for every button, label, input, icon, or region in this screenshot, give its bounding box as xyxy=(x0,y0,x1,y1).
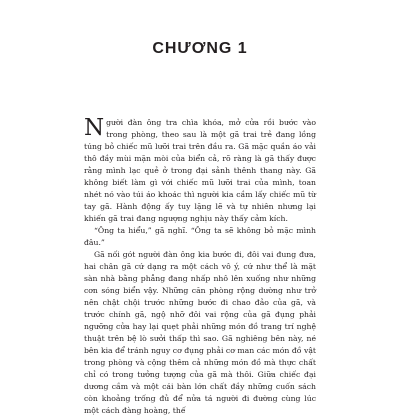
paragraph-3: Gã nối gót người đàn ông kia bước đi, đôi vai đung đưa, hai chân gã cứ dạng ra một cách vô ý, cứ như thể là mặt sàn nhà bằng phẳng đang nhấp nhô lên xuống như những cơn sóng biển vậy. Những căn phòng rộng dường như trở nên chật chội trước những bước đi chao đảo của gã, và trước chính gã, ngộ nhỡ đôi vai rộng của gã đụng phải ngưỡng cửa hay lại quẹt phải những món đồ trang trí nghệ thuật trên bệ lò sưởi thấp thì sao. Gã nghiêng bên này, né bên kia để tránh nguy cơ đụng phải cơ man các món đồ vật trong phòng và cộng thêm cả những món đồ mà thực chất chỉ có trong tưởng tượng của gã mà thôi. Giữa chiếc đại dương cầm và một cái bàn lớn chất đầy những cuốn sách còn khoảng trống đủ để nửa tá người đi đường cùng lúc một cách đàng hoàng, thế xyxy=(84,250,316,415)
drop-cap: N xyxy=(84,115,105,141)
chapter-title: CHƯƠNG 1 xyxy=(152,40,248,57)
paragraph-1-text: gười đàn ông tra chìa khóa, mở cửa rồi bước vào trong phòng, theo sau là một gã trai trẻ đang lồng túng bỏ chiếc mũ lưỡi trai trên đầu ra. Gã mặc quần áo vải thô đầy mùi mặn mòi của biển cả, rõ ràng là gã thấy được rằng mình lạc quẻ ở trong đại sảnh thênh thang này. Gã không biết làm gì với chiếc mũ lưỡi trai của mình, toan nhét nó vào túi áo khoác thì người kia cầm lấy chiếc mũ từ tay gã. Hành động ấy tuy lặng lẽ và tự nhiên nhưng lại khiến gã trai đang ngượng nghịu này thấy cảm kích. xyxy=(84,118,316,223)
paragraph-2: “Ông ta hiểu,” gã nghĩ. “Ông ta sẽ không bỏ mặc mình đâu.” xyxy=(84,226,316,247)
paragraph-1 xyxy=(84,117,316,225)
chapter-body xyxy=(84,117,316,417)
